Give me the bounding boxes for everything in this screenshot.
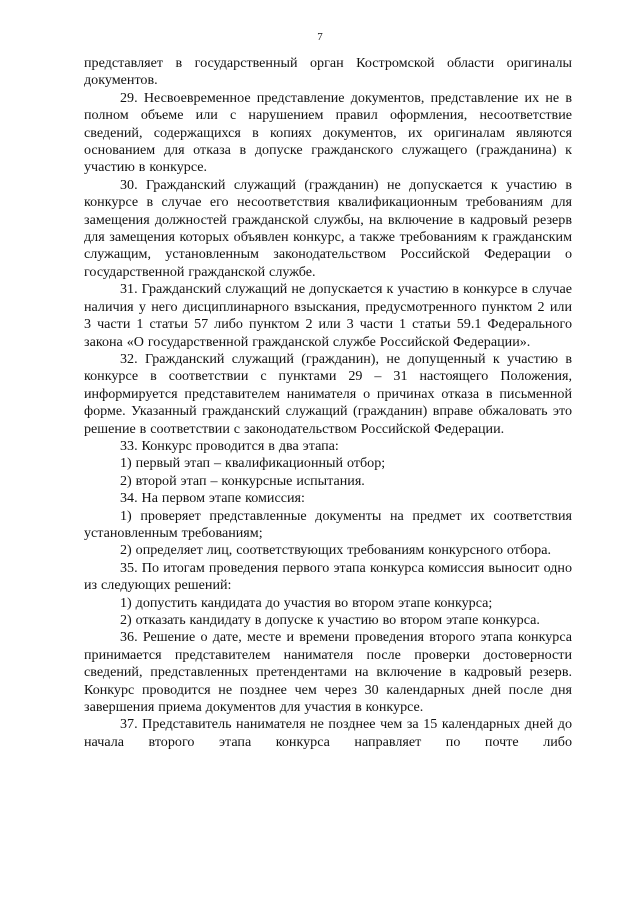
document-body bbox=[84, 55, 572, 751]
paragraph-37: 37. Представитель нанимателя не позднее чем за 15 календарных дней до начала второго этапа конкурса направляет по почте либо bbox=[84, 716, 572, 750]
paragraph-30: 30. Гражданский служащий (гражданин) не допускается к участию в конкурсе в случае его несоответствия квалификационным требованиям для замещения должностей гражданской службы, на включение в кадровый резерв для замещения которых объявлен конкурс, а также требованиям к гражданским служащим, установленным законодательством Российской Федерации о государственной гражданской службе. bbox=[84, 176, 572, 280]
paragraph-33: 33. Конкурс проводится в два этапа: bbox=[120, 437, 339, 454]
paragraph-33-item-2: 2) второй этап – конкурсные испытания. bbox=[120, 472, 365, 489]
page-number: 7 bbox=[317, 31, 323, 43]
paragraph-continuation: представляет в государственный орган Костромской области оригиналы документов. bbox=[84, 55, 572, 89]
paragraph-35: 35. По итогам проведения первого этапа конкурса комиссия выносит одно из следующих решений: bbox=[84, 559, 572, 594]
paragraph-35-item-1: 1) допустить кандидата до участия во втором этапе конкурса; bbox=[120, 594, 493, 611]
paragraph-35-item-2: 2) отказать кандидату в допуске к участию во втором этапе конкурса. bbox=[120, 612, 540, 628]
paragraph-34-item-1: 1) проверяет представленные документы на предмет их соответствия установленным требованиям; bbox=[84, 507, 572, 541]
paragraph-32: 32. Гражданский служащий (гражданин), не допущенный к участию в конкурсе в соответствии с пунктами 29 – 31 настоящего Положения, информируется представителем нанимателя о причинах отказа в письменной форме. Указанный гражданский служащий (гражданин) вправе обжаловать это решение в соответствии с законодательством Российской Федерации. bbox=[84, 350, 572, 437]
paragraph-31: 31. Гражданский служащий не допускается к участию в конкурсе в случае наличия у него дисциплинарного взыскания, предусмотренного пунктом 2 или 3 части 1 статьи 57 либо пунктом 2 или 3 части 1 статьи 59.1 Федерального закона «О государственной гражданской службе Российской Федерации». bbox=[84, 281, 572, 350]
paragraph-34-item-2: 2) определяет лиц, соответствующих требованиям конкурсного отбора. bbox=[120, 542, 551, 559]
paragraph-33-item-1: 1) первый этап – квалификационный отбор; bbox=[120, 455, 386, 472]
paragraph-36: 36. Решение о дате, месте и времени проведения второго этапа конкурса принимается представителем нанимателя после проверки достоверности сведений, представленных претендентами на включение в кадровый резерв. Конкурс проводится не позднее чем через 30 календарных дней после дня завершения приема документов для участия в конкурсе. bbox=[84, 629, 572, 716]
paragraph-29: 29. Несвоевременное представление документов, представление их не в полном объеме или с нарушением правил оформления, несоответствие сведений, содержащихся в копиях документов, их оригиналам являются основанием для отказа в допуске гражданского служащего (гражданина) к участию в конкурсе. bbox=[84, 89, 572, 176]
paragraph-34: 34. На первом этапе комиссия: bbox=[120, 490, 305, 507]
